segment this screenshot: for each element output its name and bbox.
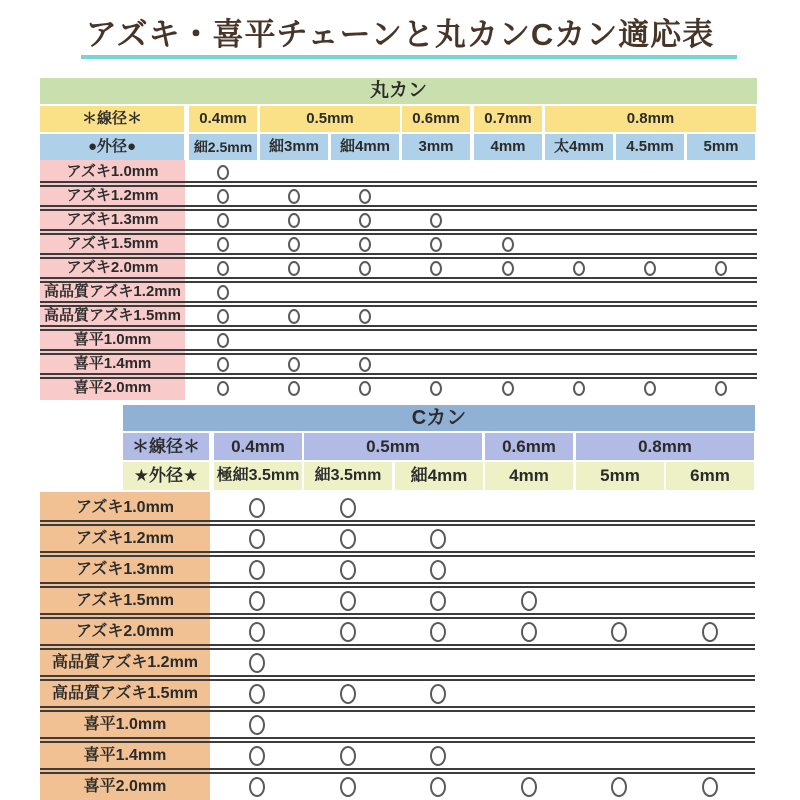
compatible-mark bbox=[702, 622, 718, 642]
maru-kan-outer-diameter-cell: 細2.5mm bbox=[189, 134, 257, 160]
maru-kan-wire-diameter-cell: 0.4mm bbox=[189, 106, 257, 132]
compatible-mark bbox=[430, 777, 446, 797]
compatible-mark bbox=[430, 591, 446, 611]
compatible-mark bbox=[249, 653, 265, 673]
chain-row-label: アズキ1.0mm bbox=[40, 160, 185, 184]
row-separator bbox=[40, 582, 755, 588]
compatible-mark bbox=[249, 715, 265, 735]
compatible-mark bbox=[249, 560, 265, 580]
maru-kan-outer-diameter-cell: 太4mm bbox=[545, 134, 613, 160]
chain-row-label: アズキ2.0mm bbox=[40, 616, 210, 647]
compatible-mark bbox=[249, 684, 265, 704]
maru-kan-wire-diameter-label: ＊線径＊ bbox=[40, 106, 184, 132]
chain-row-label: 喜平2.0mm bbox=[40, 771, 210, 800]
chain-row-label: アズキ1.3mm bbox=[40, 208, 185, 232]
row-separator bbox=[40, 644, 755, 650]
chain-row-label: アズキ1.0mm bbox=[40, 492, 210, 523]
chain-row-label: アズキ1.2mm bbox=[40, 184, 185, 208]
compatible-mark bbox=[430, 746, 446, 766]
compatible-mark bbox=[249, 777, 265, 797]
maru-kan-table-title: 丸カン bbox=[40, 78, 757, 104]
compatible-mark bbox=[249, 529, 265, 549]
compatible-mark bbox=[521, 777, 537, 797]
row-separator bbox=[40, 613, 755, 619]
compatible-mark bbox=[340, 529, 356, 549]
row-separator bbox=[40, 675, 755, 681]
compatible-mark bbox=[521, 591, 537, 611]
compatible-mark bbox=[340, 591, 356, 611]
chain-row-label: 喜平1.0mm bbox=[40, 709, 210, 740]
compatible-mark bbox=[430, 529, 446, 549]
c-kan-outer-diameter-label: ★外径★ bbox=[123, 462, 209, 490]
page-title: アズキ・喜平チェーンと丸カンCカン適応表 bbox=[85, 17, 715, 52]
compatible-mark bbox=[340, 684, 356, 704]
compatible-mark bbox=[430, 560, 446, 580]
maru-kan-outer-diameter-label: ●外径● bbox=[40, 134, 184, 160]
compatible-mark bbox=[611, 777, 627, 797]
compatible-mark bbox=[702, 777, 718, 797]
compatible-mark bbox=[340, 622, 356, 642]
compatible-mark bbox=[430, 684, 446, 704]
c-kan-wire-diameter-cell: 0.4mm bbox=[214, 433, 302, 460]
row-separator bbox=[40, 551, 755, 557]
c-kan-table-title: Cカン bbox=[123, 405, 755, 431]
maru-kan-wire-diameter-cell: 0.7mm bbox=[474, 106, 542, 132]
compatible-mark bbox=[340, 498, 356, 518]
chain-row-label: 高品質アズキ1.2mm bbox=[40, 280, 185, 304]
maru-kan-wire-diameter-cell: 0.6mm bbox=[402, 106, 470, 132]
row-separator bbox=[40, 737, 755, 743]
maru-kan-outer-diameter-cell: 細4mm bbox=[331, 134, 399, 160]
maru-kan-outer-diameter-cell: 細3mm bbox=[260, 134, 328, 160]
chain-row-label: 高品質アズキ1.5mm bbox=[40, 304, 185, 328]
c-kan-outer-diameter-cell: 6mm bbox=[666, 462, 754, 490]
c-kan-outer-diameter-cell: 極細3.5mm bbox=[214, 462, 302, 490]
chain-row-label: 喜平1.0mm bbox=[40, 328, 185, 352]
row-separator bbox=[40, 768, 755, 774]
chain-row-label: 喜平2.0mm bbox=[40, 376, 185, 400]
maru-kan-outer-diameter-cell: 5mm bbox=[687, 134, 755, 160]
compatible-mark bbox=[340, 746, 356, 766]
c-kan-wire-diameter-label: ＊線径＊ bbox=[123, 433, 209, 460]
maru-kan-wire-diameter-cell: 0.5mm bbox=[260, 106, 400, 132]
compatible-mark bbox=[611, 622, 627, 642]
compatible-mark bbox=[521, 622, 537, 642]
compatible-mark bbox=[430, 622, 446, 642]
chain-row-label: 高品質アズキ1.5mm bbox=[40, 678, 210, 709]
chain-row-label: 高品質アズキ1.2mm bbox=[40, 647, 210, 678]
c-kan-wire-diameter-cell: 0.5mm bbox=[304, 433, 482, 460]
maru-kan-outer-diameter-cell: 3mm bbox=[402, 134, 470, 160]
row-separator bbox=[40, 706, 755, 712]
compatible-mark bbox=[249, 622, 265, 642]
compatible-mark bbox=[249, 498, 265, 518]
maru-kan-outer-diameter-cell: 4mm bbox=[474, 134, 542, 160]
chain-row-label: アズキ1.5mm bbox=[40, 585, 210, 616]
compatible-mark bbox=[249, 591, 265, 611]
maru-kan-outer-diameter-cell: 4.5mm bbox=[616, 134, 684, 160]
c-kan-outer-diameter-cell: 細4mm bbox=[395, 462, 483, 490]
chain-row-label: アズキ2.0mm bbox=[40, 256, 185, 280]
c-kan-outer-diameter-cell: 細3.5mm bbox=[304, 462, 392, 490]
c-kan-outer-diameter-cell: 5mm bbox=[576, 462, 664, 490]
compatible-mark bbox=[249, 746, 265, 766]
compatible-mark bbox=[340, 560, 356, 580]
c-kan-outer-diameter-cell: 4mm bbox=[485, 462, 573, 490]
chain-row-label: 喜平1.4mm bbox=[40, 740, 210, 771]
c-kan-wire-diameter-cell: 0.8mm bbox=[576, 433, 754, 460]
compatible-mark bbox=[340, 777, 356, 797]
chain-row-label: アズキ1.3mm bbox=[40, 554, 210, 585]
c-kan-wire-diameter-cell: 0.6mm bbox=[485, 433, 573, 460]
chain-row-label: アズキ1.2mm bbox=[40, 523, 210, 554]
chain-row-label: 喜平1.4mm bbox=[40, 352, 185, 376]
chain-row-label: アズキ1.5mm bbox=[40, 232, 185, 256]
row-separator bbox=[40, 520, 755, 526]
maru-kan-wire-diameter-cell: 0.8mm bbox=[545, 106, 756, 132]
